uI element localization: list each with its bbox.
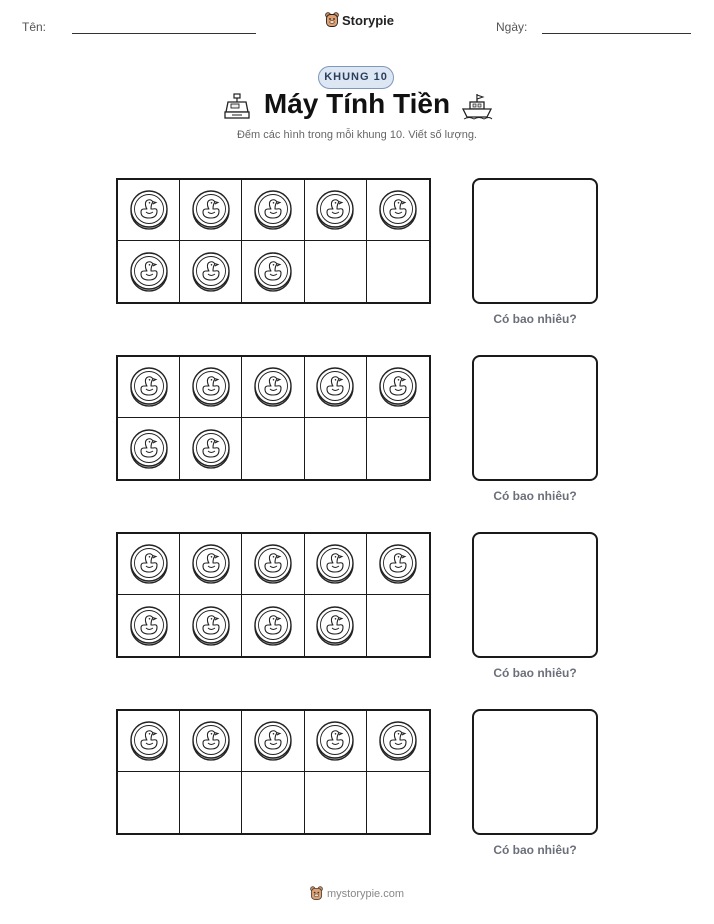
ten-frame-cell xyxy=(118,772,180,833)
ten-frame-cell xyxy=(242,711,304,772)
ten-frame-cell xyxy=(367,357,429,418)
ten-frame-cell xyxy=(305,418,367,479)
ten-frame-cell xyxy=(367,534,429,595)
ten-frame-cell xyxy=(180,241,242,302)
ten-frame-cell xyxy=(305,711,367,772)
ten-frame-cell xyxy=(305,595,367,656)
duck-coin-icon xyxy=(378,367,418,407)
ten-frame-cell xyxy=(367,180,429,241)
duck-coin-icon xyxy=(253,252,293,292)
duck-coin-icon xyxy=(253,544,293,584)
page-title: Máy Tính Tiền xyxy=(263,88,451,119)
ten-frame-cell xyxy=(367,711,429,772)
duck-coin-icon xyxy=(253,190,293,230)
ten-frame-cell xyxy=(305,534,367,595)
answer-box-2[interactable] xyxy=(472,355,598,481)
duck-coin-icon xyxy=(253,606,293,646)
duck-coin-icon xyxy=(253,367,293,407)
ten-frame-cell xyxy=(242,418,304,479)
duck-coin-icon xyxy=(253,721,293,761)
duck-coin-icon xyxy=(378,544,418,584)
duck-coin-icon xyxy=(378,190,418,230)
ten-frame-cell xyxy=(367,595,429,656)
duck-coin-icon xyxy=(129,721,169,761)
duck-coin-icon xyxy=(129,544,169,584)
ten-frame-1 xyxy=(116,178,431,304)
answer-box-4[interactable] xyxy=(472,709,598,835)
ten-frame-cell xyxy=(118,180,180,241)
duck-coin-icon xyxy=(378,721,418,761)
ten-frame-cell xyxy=(180,534,242,595)
ten-frame-cell xyxy=(242,357,304,418)
ten-frame-cell xyxy=(242,241,304,302)
ten-frame-cell xyxy=(180,180,242,241)
duck-coin-icon xyxy=(191,190,231,230)
ten-frame-cell xyxy=(118,711,180,772)
ten-frame-cell xyxy=(180,595,242,656)
ten-frame-cell xyxy=(180,711,242,772)
date-line[interactable] xyxy=(542,33,691,34)
ten-frame-cell xyxy=(118,534,180,595)
footer xyxy=(0,886,714,901)
ten-frame-cell xyxy=(242,180,304,241)
question-label: Có bao nhiêu? xyxy=(493,666,577,680)
ten-frame-cell xyxy=(367,418,429,479)
duck-coin-icon xyxy=(315,367,355,407)
ten-frame-2 xyxy=(116,355,431,481)
date-label: Ngày: xyxy=(496,20,528,34)
question-label: Có bao nhiêu? xyxy=(493,843,577,857)
duck-coin-icon xyxy=(191,606,231,646)
ten-frame-cell xyxy=(242,772,304,833)
ten-frame-3 xyxy=(116,532,431,658)
duck-coin-icon xyxy=(191,252,231,292)
ten-frame-cell xyxy=(305,180,367,241)
brand-logo xyxy=(325,12,394,28)
duck-coin-icon xyxy=(315,544,355,584)
ten-frame-cell xyxy=(305,241,367,302)
duck-coin-icon xyxy=(315,190,355,230)
storypie-bear-icon xyxy=(310,886,323,901)
duck-coin-icon xyxy=(129,367,169,407)
duck-coin-icon xyxy=(191,721,231,761)
ten-frame-cell xyxy=(367,772,429,833)
duck-coin-icon xyxy=(129,606,169,646)
name-label: Tên: xyxy=(22,20,47,34)
ten-frame-4 xyxy=(116,709,431,835)
ten-frame-cell xyxy=(118,241,180,302)
duck-coin-icon xyxy=(191,367,231,407)
duck-coin-icon xyxy=(129,429,169,469)
instructions: Đếm các hình trong mỗi khung 10. Viết số lượng. xyxy=(236,129,477,141)
duck-coin-icon xyxy=(315,606,355,646)
ten-frame-cell xyxy=(305,772,367,833)
question-label: Có bao nhiêu? xyxy=(493,489,577,503)
ten-frame-cell xyxy=(180,772,242,833)
ten-frame-cell xyxy=(180,357,242,418)
duck-coin-icon xyxy=(191,544,231,584)
ten-frame-cell xyxy=(118,595,180,656)
ten-frame-cell xyxy=(242,534,304,595)
question-label: Có bao nhiêu? xyxy=(493,312,577,326)
duck-coin-icon xyxy=(129,252,169,292)
duck-coin-icon xyxy=(315,721,355,761)
duck-coin-icon xyxy=(129,190,169,230)
brand-name: Storypie xyxy=(342,12,395,28)
footer-url: mystorypie.com xyxy=(326,887,405,900)
answer-box-1[interactable] xyxy=(472,178,598,304)
worksheet-type-badge: KHUNG 10 xyxy=(318,66,394,89)
duck-coin-icon xyxy=(191,429,231,469)
ten-frame-cell xyxy=(242,595,304,656)
boat-icon xyxy=(461,92,493,120)
ten-frame-cell xyxy=(305,357,367,418)
ten-frame-cell xyxy=(118,357,180,418)
ten-frame-cell xyxy=(118,418,180,479)
name-line[interactable] xyxy=(72,33,256,34)
ten-frame-cell xyxy=(367,241,429,302)
answer-box-3[interactable] xyxy=(472,532,598,658)
ten-frame-cell xyxy=(180,418,242,479)
storypie-bear-icon xyxy=(325,12,339,28)
